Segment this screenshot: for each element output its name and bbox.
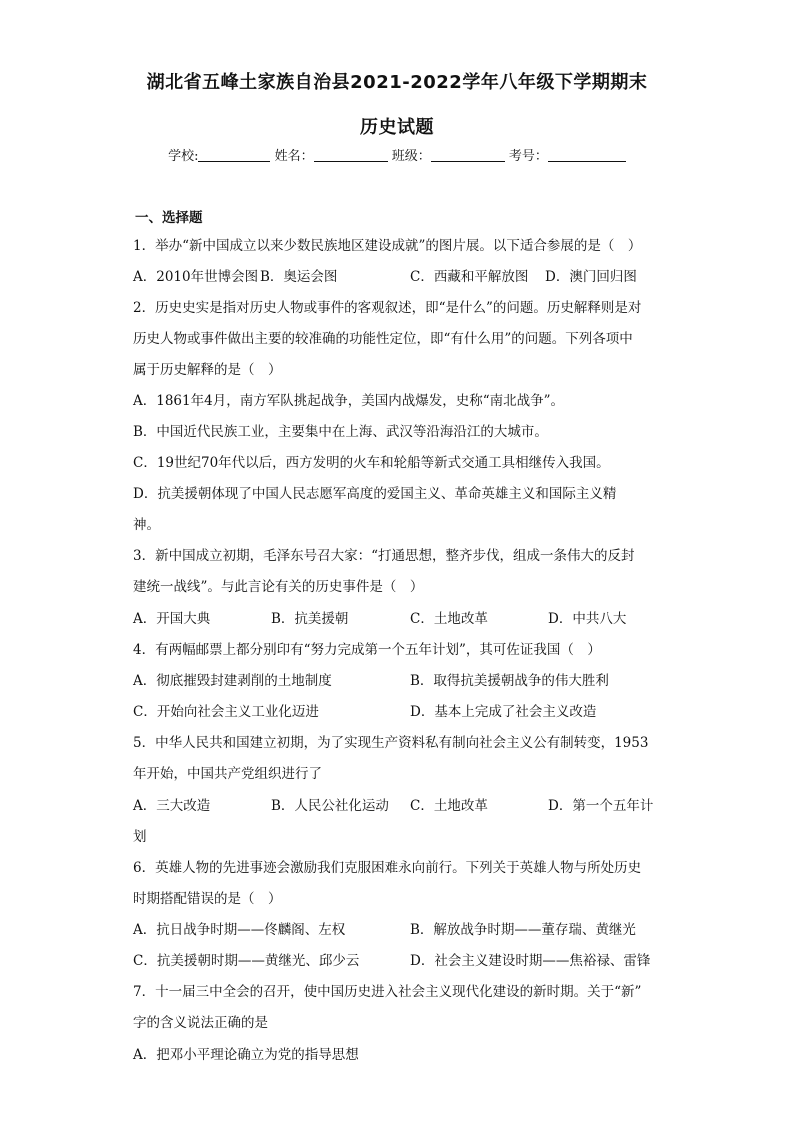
q6-option-b: B．解放战争时期——董存瑞、黄继光 [410, 922, 636, 938]
q1-option-b: B．奥运会图 [260, 269, 338, 285]
question-1-stem: 1．举办“新中国成立以来少数民族地区建设成就”的图片展。以下适合参展的是（ ） [133, 238, 642, 254]
q2-option-a: A．1861年4月，南方军队挑起战争，美国内战爆发，史称“南北战争”。 [133, 393, 564, 409]
q6-option-c: C．抗美援朝时期——黄继光、邱少云 [133, 953, 360, 969]
class-blank[interactable] [431, 149, 505, 162]
q4-option-d: D．基本上完成了社会主义改造 [410, 704, 597, 720]
question-5-stem-line1: 5．中华人民共和国建立初期，为了实现生产资料私有制向社会主义公有制转变，1953 [133, 735, 649, 751]
question-3-stem-line1: 3．新中国成立初期，毛泽东号召大家：“打通思想，整齐步伐，组成一条伟大的反封 [133, 548, 635, 564]
question-2-stem-line3: 属于历史解释的是（ ） [133, 362, 282, 378]
q6-option-a: A．抗日战争时期——佟麟阁、左权 [133, 922, 346, 938]
section-heading: 一、选择题 [135, 210, 203, 226]
q2-option-d-line1: D．抗美援朝体现了中国人民志愿军高度的爱国主义、革命英雄主义和国际主义精 [133, 486, 617, 502]
student-info-row [0, 145, 794, 164]
exam-title-line2: 历史试题 [360, 117, 434, 138]
q5-option-a: A．三大改造 [133, 798, 211, 814]
q3-option-a: A．开国大典 [133, 611, 211, 627]
q3-option-c: C．土地改革 [410, 611, 488, 627]
name-blank[interactable] [314, 149, 388, 162]
q2-option-b: B．中国近代民族工业，主要集中在上海、武汉等沿海沿江的大城市。 [133, 424, 548, 440]
q4-option-a: A．彻底摧毁封建剥削的土地制度 [133, 673, 332, 689]
q5-option-c: C．土地改革 [410, 798, 488, 814]
exam-no-label: 考号： [508, 149, 548, 164]
exam-no-blank[interactable] [548, 149, 626, 162]
question-4-stem: 4．有两幅邮票上都分别印有“努力完成第一个五年计划”，其可佐证我国（ ） [133, 642, 601, 658]
q3-option-d: D．中共八大 [548, 611, 627, 627]
q1-option-d: D．澳门回归图 [545, 269, 637, 285]
class-label: 班级： [391, 149, 431, 164]
question-7-stem-line1: 7．十一届三中全会的召开，使中国历史进入社会主义现代化建设的新时期。关于“新” [133, 984, 642, 1000]
question-7-stem-line2: 字的含义说法正确的是 [133, 1015, 268, 1031]
q2-option-d-line2: 神。 [133, 517, 160, 533]
question-6-stem-line1: 6．英雄人物的先进事迹会激励我们克服困难永向前行。下列关于英雄人物与所处历史 [133, 860, 642, 876]
q1-option-c: C．西藏和平解放图 [410, 269, 529, 285]
q1-option-a: A．2010年世博会图 [133, 269, 259, 285]
name-label: 姓名： [274, 149, 314, 164]
q5-option-d-line1: D．第一个五年计 [548, 798, 654, 814]
q3-option-b: B．抗美援朝 [271, 611, 349, 627]
q2-option-c: C．19世纪70年代以后，西方发明的火车和轮船等新式交通工具相继传入我国。 [133, 455, 610, 471]
exam-title-line1: 湖北省五峰土家族自治县2021-2022学年八年级下学期期末 [146, 72, 648, 93]
question-2-stem-line2: 历史人物或事件做出主要的较准确的功能性定位，即“有什么用”的问题。下列各项中 [133, 331, 633, 347]
question-2-stem-line1: 2．历史史实是指对历史人物或事件的客观叙述，即“是什么”的问题。历史解释则是对 [133, 300, 642, 316]
q5-option-d-line2: 划 [133, 829, 147, 845]
q6-option-d: D．社会主义建设时期——焦裕禄、雷锋 [410, 953, 651, 969]
question-5-stem-line2: 年开始，中国共产党组织进行了 [133, 766, 322, 782]
q4-option-c: C．开始向社会主义工业化迈进 [133, 704, 319, 720]
school-blank[interactable] [198, 149, 270, 162]
question-3-stem-line2: 建统一战线”。与此言论有关的历史事件是（ ） [133, 579, 424, 595]
question-6-stem-line2: 时期搭配错误的是（ ） [133, 891, 282, 907]
school-label: 学校: [168, 149, 199, 164]
q7-option-a: A．把邓小平理论确立为党的指导思想 [133, 1047, 359, 1063]
q4-option-b: B．取得抗美援朝战争的伟大胜利 [410, 673, 609, 689]
q5-option-b: B．人民公社化运动 [271, 798, 389, 814]
